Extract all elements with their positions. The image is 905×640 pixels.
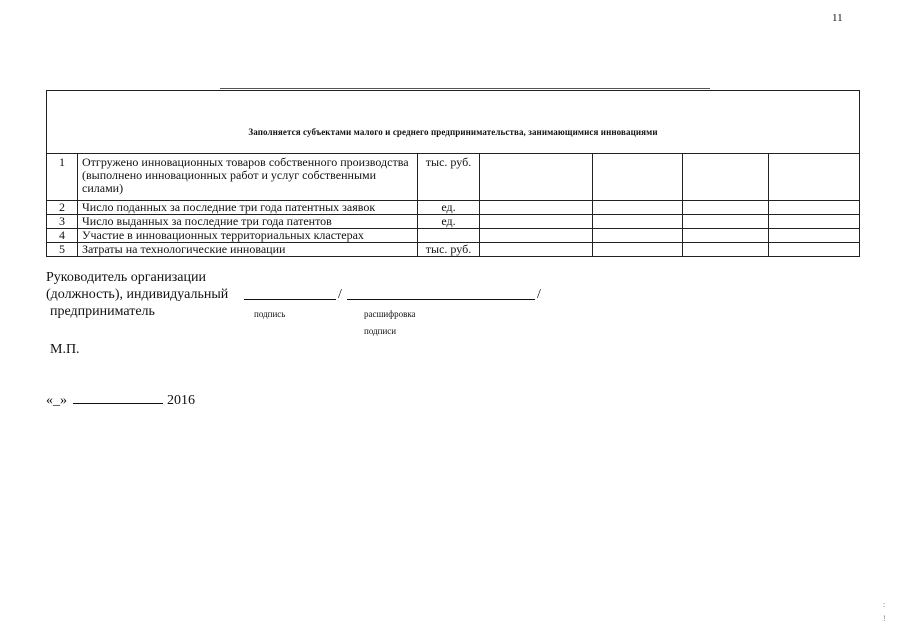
value-cell — [769, 154, 860, 201]
value-cell — [769, 201, 860, 215]
row-label: Участие в инновационных территориальных кластерах — [78, 229, 418, 243]
date-year: 2016 — [167, 393, 195, 408]
signature-decoding-line — [347, 299, 535, 300]
date-day: «_» — [46, 393, 67, 408]
scan-marks — [883, 598, 886, 626]
value-cell — [593, 215, 683, 229]
divider — [220, 88, 710, 89]
slash-separator: / — [338, 287, 342, 302]
value-cell — [683, 154, 769, 201]
signature-block — [46, 269, 541, 336]
signature-title-line3: предприниматель — [50, 304, 155, 319]
value-cell — [769, 243, 860, 257]
signature-line — [244, 299, 336, 300]
table-row — [47, 215, 860, 229]
row-unit: ед. — [418, 215, 480, 229]
value-cell — [593, 201, 683, 215]
row-unit: ед. — [418, 201, 480, 215]
page-number: 11 — [832, 12, 843, 24]
value-cell — [480, 201, 593, 215]
row-unit: тыс. руб. — [418, 154, 480, 201]
value-cell — [480, 215, 593, 229]
value-cell — [480, 154, 593, 201]
value-cell — [769, 215, 860, 229]
value-cell — [683, 229, 769, 243]
date-month-blank — [73, 391, 163, 404]
table-row — [47, 201, 860, 215]
stamp-label: М.П. — [50, 342, 80, 357]
value-cell — [593, 229, 683, 243]
signature-title-line2-row — [46, 286, 541, 303]
row-number: 2 — [47, 201, 78, 215]
value-cell — [593, 243, 683, 257]
value-cell — [480, 243, 593, 257]
value-cell — [683, 243, 769, 257]
row-unit: тыс. руб. — [418, 243, 480, 257]
row-number: 3 — [47, 215, 78, 229]
row-number: 5 — [47, 243, 78, 257]
table-row — [47, 154, 860, 201]
row-number: 1 — [47, 154, 78, 201]
row-label: Затраты на технологические инновации — [78, 243, 418, 257]
value-cell — [683, 201, 769, 215]
row-label: Отгружено инновационных товаров собственного производства (выполнено инновационных работ и услуг собственными силами) — [78, 154, 418, 201]
signature-title-line1: Руководитель организации — [46, 270, 206, 285]
scan-mark: ! — [883, 614, 886, 623]
value-cell — [769, 229, 860, 243]
scan-mark: : — [883, 600, 886, 609]
value-cell — [480, 229, 593, 243]
row-unit — [418, 229, 480, 243]
slash-separator: / — [537, 287, 541, 302]
row-number: 4 — [47, 229, 78, 243]
innovation-table — [46, 90, 860, 257]
value-cell — [593, 154, 683, 201]
value-cell — [683, 215, 769, 229]
row-label: Число выданных за последние три года патентов — [78, 215, 418, 229]
table-header: Заполняется субъектами малого и среднего предпринимательства, занимающимися инновациями — [47, 91, 860, 154]
table-row — [47, 229, 860, 243]
row-label: Число поданных за последние три года патентных заявок — [78, 201, 418, 215]
decoding-caption: расшифровка подписи — [364, 309, 416, 336]
date-line — [46, 391, 195, 409]
signature-caption: подпись — [254, 309, 286, 319]
table-row — [47, 243, 860, 257]
signature-title-line2: (должность), индивидуальный — [46, 287, 229, 302]
